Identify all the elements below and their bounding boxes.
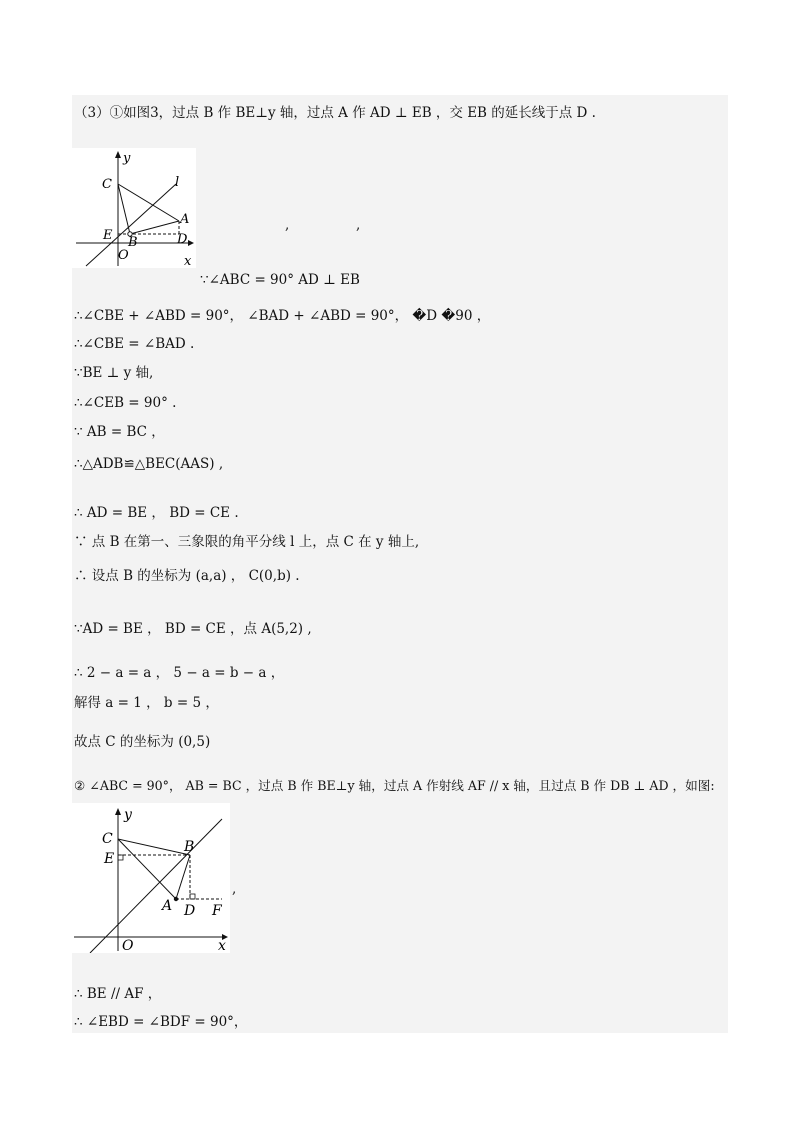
fig1-label-x: x bbox=[184, 254, 192, 268]
y-axis-arrow-icon bbox=[115, 808, 121, 815]
fig1-label-l: l bbox=[175, 175, 180, 190]
fig2-label-d: D bbox=[184, 903, 196, 919]
text-line-12: ∴ 设点 B 的坐标为 (a,a) ， C(0,b) . bbox=[74, 568, 300, 584]
text-line-4: ∴∠CBE + ∠ABD = 90°， ∠BAD + ∠ABD = 90°， �D �90 ， bbox=[74, 308, 491, 324]
fig2-label-f: F bbox=[212, 903, 222, 919]
text-line-19: ∴ BE // AF ， bbox=[74, 986, 162, 1002]
right-angle-e bbox=[118, 855, 123, 860]
text-line-1: （3）①如图3，过点 B 作 BE⊥y 轴，过点 A 作 AD ⊥ EB ，交 EB 的延长线于点 D . bbox=[74, 105, 596, 121]
segment-ba bbox=[130, 221, 179, 234]
point-a bbox=[174, 897, 178, 901]
text-line-2a: , bbox=[285, 217, 290, 233]
text-line-2b: , bbox=[356, 217, 361, 233]
text-line-14: ∴ 2 − a = a ， 5 − a = b − a ， bbox=[74, 665, 285, 681]
text-line-5: ∴∠CBE = ∠BAD . bbox=[74, 336, 195, 352]
fig2-label-x: x bbox=[218, 938, 226, 953]
figure-3 bbox=[72, 148, 196, 268]
fig2-label-e: E bbox=[104, 851, 115, 867]
text-line-8: ∵ AB = BC ， bbox=[74, 424, 165, 440]
right-angle-d bbox=[190, 894, 195, 899]
text-line-18: , bbox=[232, 881, 237, 897]
figure-2-svg bbox=[72, 803, 230, 953]
fig2-label-c: C bbox=[102, 831, 113, 847]
text-line-13: ∵AD = BE ， BD = CE ，点 A(5,2) , bbox=[74, 621, 312, 637]
fig1-label-d: D bbox=[177, 232, 188, 247]
x-axis-arrow-icon bbox=[188, 240, 194, 246]
text-line-15: 解得 a = 1 ， b = 5 ， bbox=[74, 695, 219, 711]
fig2-label-y: y bbox=[124, 807, 132, 823]
fig1-label-a: A bbox=[180, 212, 190, 227]
segment-cb bbox=[118, 839, 190, 855]
text-line-11: ∵ 点 B 在第一、三象限的角平分线 l 上，点 C 在 y 轴上, bbox=[74, 534, 420, 550]
segment-ca bbox=[118, 839, 176, 899]
fig1-label-c: C bbox=[102, 177, 112, 192]
figure-3-svg bbox=[72, 148, 196, 268]
text-line-20: ∴ ∠EBD = ∠BDF = 90°， bbox=[74, 1014, 248, 1030]
text-line-7: ∴∠CEB = 90° . bbox=[74, 395, 177, 411]
fig1-label-b: B bbox=[128, 235, 138, 250]
text-line-16: 故点 C 的坐标为 (0,5) bbox=[74, 734, 211, 750]
text-line-3: ∵∠ABC = 90° AD ⊥ EB bbox=[200, 272, 360, 288]
fig2-label-a: A bbox=[162, 898, 173, 914]
text-line-17: ② ∠ABC = 90°， AB = BC ，过点 B 作 BE⊥y 轴，过点 A 作射线 AF // x 轴，且过点 B 作 DB ⊥ AD ，如图: bbox=[74, 778, 715, 793]
fig2-label-b: B bbox=[184, 839, 195, 855]
text-line-6: ∵BE ⊥ y 轴, bbox=[74, 365, 154, 381]
fig1-label-o: O bbox=[118, 248, 129, 263]
fig1-label-e: E bbox=[103, 228, 113, 243]
segment-ba bbox=[176, 855, 190, 899]
figure-2 bbox=[72, 803, 230, 953]
y-axis-arrow-icon bbox=[115, 151, 121, 158]
fig1-label-y: y bbox=[123, 151, 131, 166]
segment-cb bbox=[118, 184, 130, 234]
fig2-label-o: O bbox=[122, 938, 134, 953]
text-line-9: ∴△ADB≌△BEC(AAS) , bbox=[74, 456, 224, 472]
text-line-10: ∴ AD = BE ， BD = CE . bbox=[74, 505, 239, 521]
